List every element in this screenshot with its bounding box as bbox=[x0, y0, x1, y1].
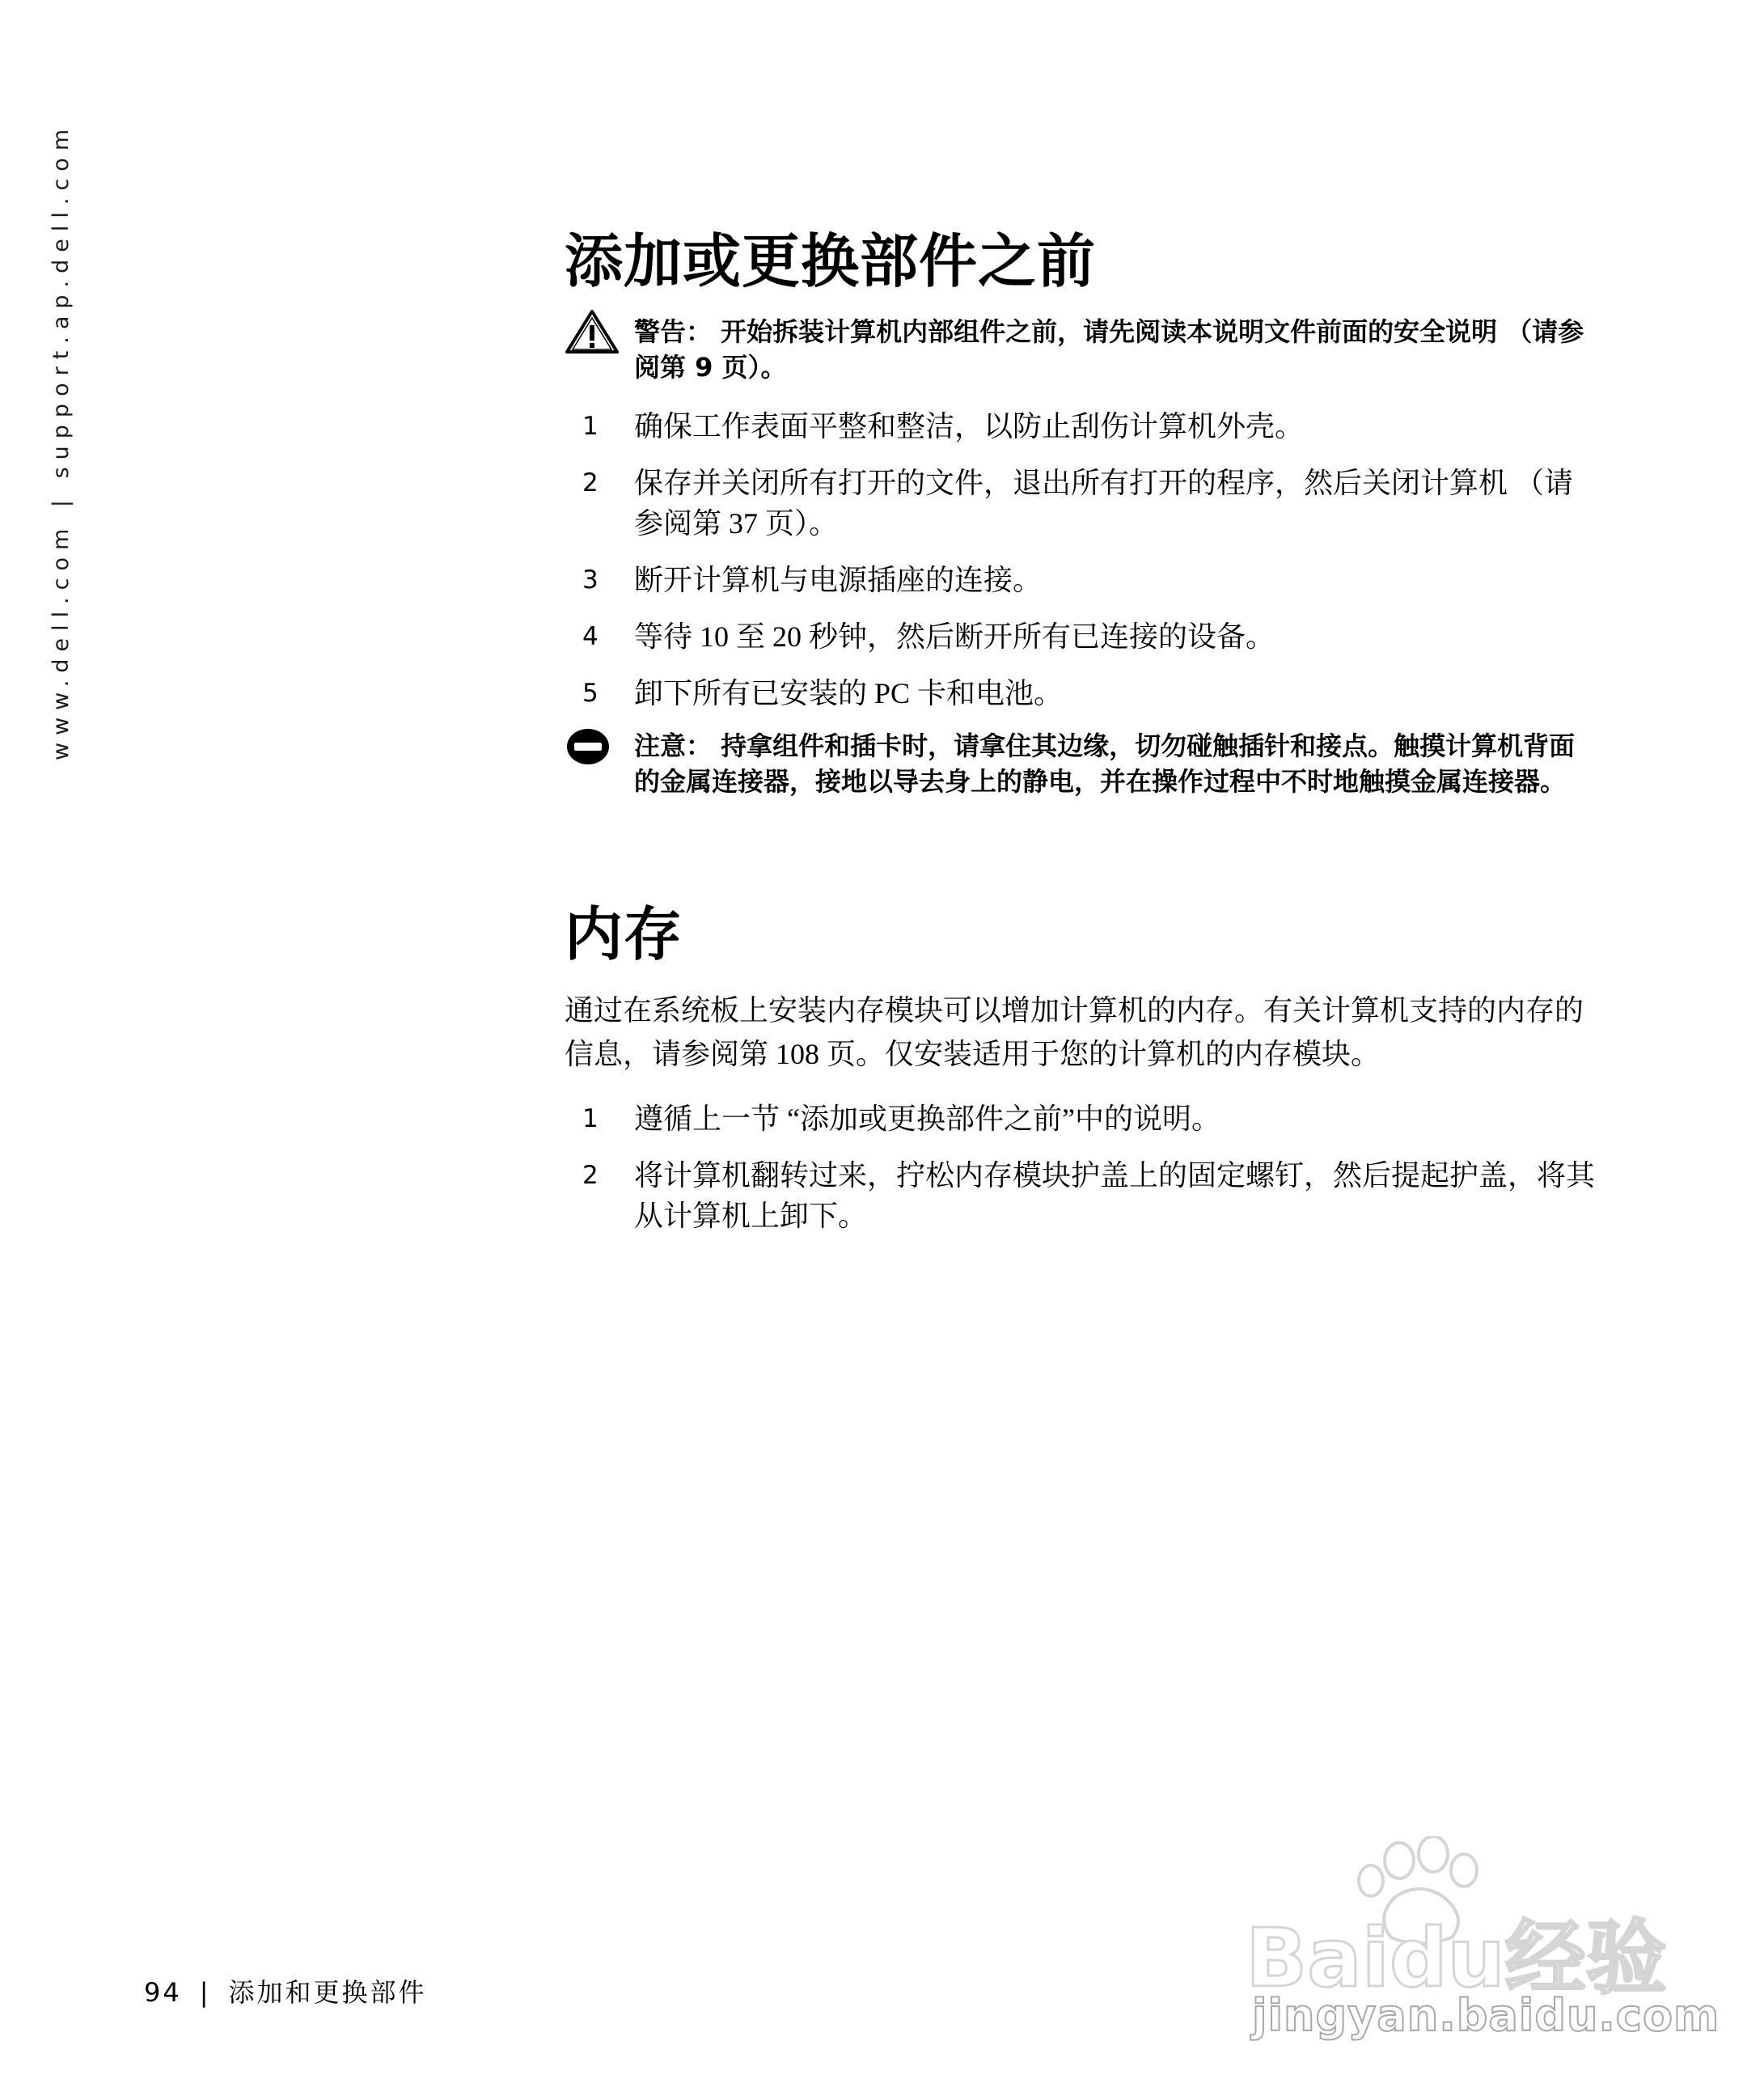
step-number: 5 bbox=[582, 679, 599, 708]
step-number: 1 bbox=[582, 412, 599, 441]
list-item bbox=[565, 1155, 1596, 1236]
memory-paragraph: 通过在系统板上安装内存模块可以增加计算机的内存。有关计算机支持的内存的信息，请参阅第 108 页。仅安装适用于您的计算机的内存模块。 bbox=[565, 994, 1584, 1070]
warning-callout bbox=[565, 314, 1596, 385]
footer-chapter: 添加和更换部件 bbox=[228, 1977, 427, 2008]
step-text: 确保工作表面平整和整洁，以防止刮伤计算机外壳。 bbox=[634, 410, 1305, 442]
section-title-before-parts: 添加或更换部件之前 bbox=[565, 227, 1097, 295]
steps-list-before bbox=[565, 406, 1596, 730]
step-number: 2 bbox=[582, 1161, 599, 1190]
list-item bbox=[565, 560, 1596, 600]
step-text: 遵循上一节 “添加或更换部件之前”中的说明。 bbox=[634, 1103, 1220, 1135]
section-title-memory: 内存 bbox=[565, 900, 683, 968]
step-number: 1 bbox=[582, 1104, 599, 1133]
step-text: 保存并关闭所有打开的文件，退出所有打开的程序，然后关闭计算机 （请参阅第 37 页）。 bbox=[634, 467, 1574, 540]
watermark-brand: Baidu经验 bbox=[1246, 1911, 1666, 2005]
list-item bbox=[565, 616, 1596, 657]
list-item bbox=[565, 1099, 1596, 1139]
step-text: 卸下所有已安装的 PC 卡和电池。 bbox=[634, 677, 1064, 709]
side-url: www.dell.com | support.ap.dell.com bbox=[49, 121, 74, 760]
step-text: 将计算机翻转过来，拧松内存模块护盖上的固定螺钉，然后提起护盖，将其从计算机上卸下。 bbox=[634, 1159, 1596, 1232]
list-item bbox=[565, 406, 1596, 447]
step-text: 断开计算机与电源插座的连接。 bbox=[634, 564, 1043, 596]
watermark-domain: jingyan.baidu.com bbox=[1252, 1990, 1720, 2041]
notice-label: 注意： bbox=[634, 730, 713, 761]
list-item bbox=[565, 463, 1596, 544]
step-number: 2 bbox=[582, 468, 599, 497]
step-text: 等待 10 至 20 秒钟，然后断开所有已连接的设备。 bbox=[634, 620, 1275, 653]
list-item bbox=[565, 673, 1596, 713]
notice-callout bbox=[565, 728, 1596, 799]
footer-separator: | bbox=[199, 1977, 211, 2008]
notice-stop-icon bbox=[565, 726, 611, 771]
step-number: 4 bbox=[582, 622, 599, 651]
warning-triangle-icon bbox=[565, 309, 620, 358]
warning-text: 开始拆装计算机内部组件之前，请先阅读本说明文件前面的安全说明 （请参阅第 9 页）。 bbox=[634, 316, 1584, 383]
page-footer bbox=[144, 1972, 427, 2009]
warning-label: 警告： bbox=[634, 316, 713, 347]
steps-list-memory bbox=[565, 1099, 1596, 1252]
page-number: 94 bbox=[144, 1977, 182, 2008]
notice-text: 持拿组件和插卡时，请拿住其边缘，切勿碰触插针和接点。触摸计算机背面的金属连接器，接地以导去身上的静电，并在操作过程中不时地触摸金属连接器。 bbox=[634, 730, 1576, 797]
step-number: 3 bbox=[582, 565, 599, 595]
